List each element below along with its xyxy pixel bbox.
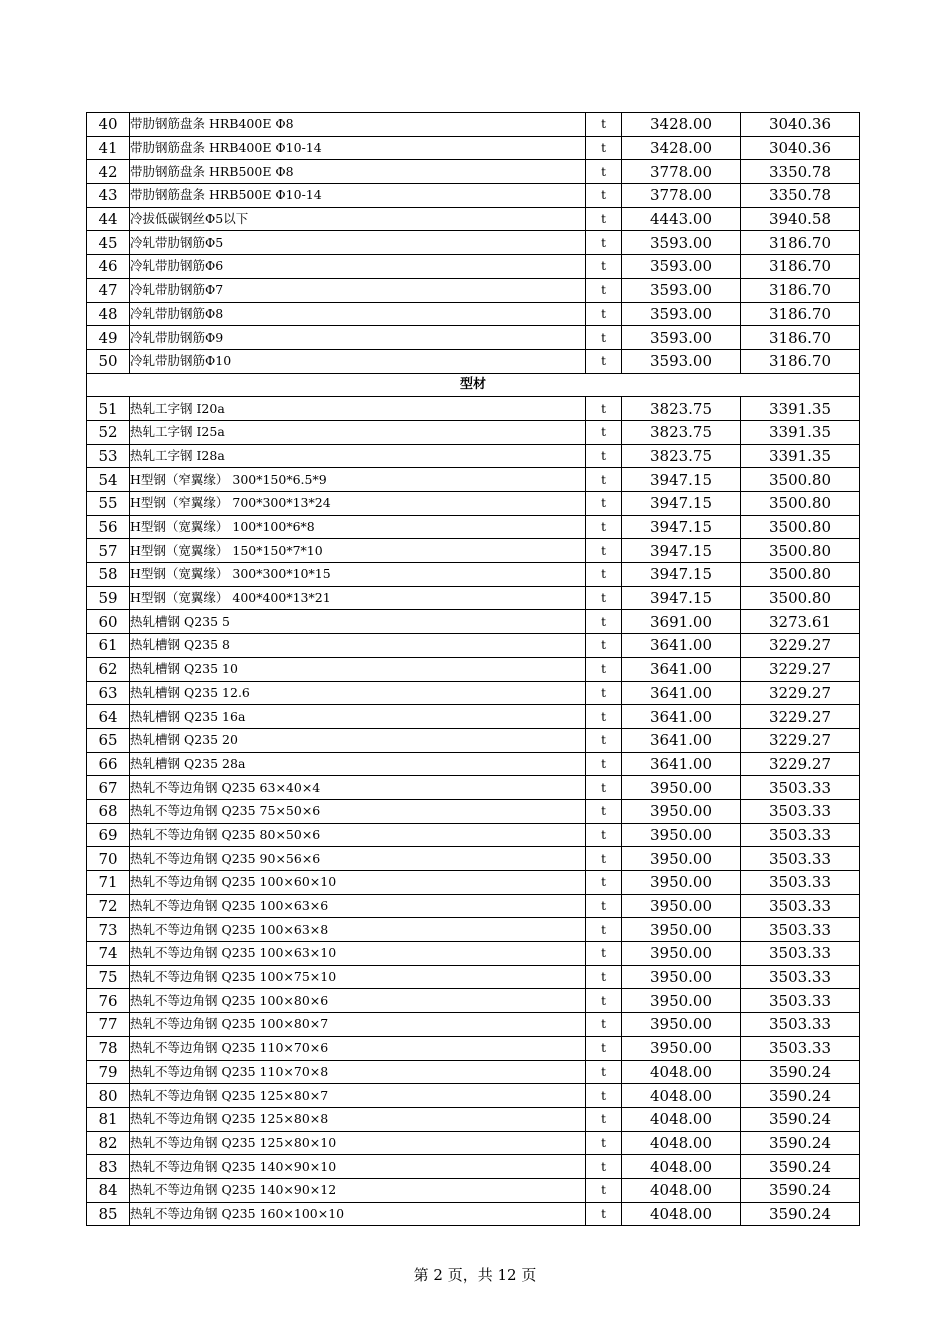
page-footer: 第 2 页，共 12 页 <box>413 1266 537 1284</box>
unit-cell: t <box>586 1084 622 1108</box>
table-row <box>87 799 860 823</box>
unit-cell: t <box>586 1013 622 1037</box>
item-number-cell: 61 <box>87 634 130 658</box>
price-cell: 3950.00 <box>622 989 741 1013</box>
unit-cell: t <box>586 847 622 871</box>
price-cell: 3593.00 <box>622 231 741 255</box>
item-name-cell: H型钢（宽翼缘） 150*150*7*10 <box>130 539 586 563</box>
price-cell: 4048.00 <box>622 1084 741 1108</box>
item-number-cell: 56 <box>87 515 130 539</box>
unit-cell: t <box>586 160 622 184</box>
item-number-cell: 42 <box>87 160 130 184</box>
unit-cell: t <box>586 302 622 326</box>
item-name-cell: 热轧不等边角钢 Q235 90×56×6 <box>130 847 586 871</box>
unit-cell: t <box>586 1202 622 1226</box>
table-row <box>87 610 860 634</box>
price-excl-tax-cell: 3391.35 <box>741 397 860 421</box>
price-cell: 3778.00 <box>622 184 741 208</box>
unit-cell: t <box>586 515 622 539</box>
item-number-cell: 80 <box>87 1084 130 1108</box>
item-name-cell: 带肋钢筋盘条 HRB400E Φ10-14 <box>130 136 586 160</box>
unit-cell: t <box>586 1060 622 1084</box>
item-name-cell: H型钢（宽翼缘） 100*100*6*8 <box>130 515 586 539</box>
price-excl-tax-cell: 3500.80 <box>741 468 860 492</box>
price-excl-tax-cell: 3186.70 <box>741 326 860 350</box>
table-row <box>87 1036 860 1060</box>
unit-cell: t <box>586 444 622 468</box>
item-name-cell: H型钢（窄翼缘） 700*300*13*24 <box>130 492 586 516</box>
unit-cell: t <box>586 207 622 231</box>
item-number-cell: 45 <box>87 231 130 255</box>
item-number-cell: 58 <box>87 563 130 587</box>
unit-cell: t <box>586 1131 622 1155</box>
unit-cell: t <box>586 799 622 823</box>
table-row <box>87 586 860 610</box>
item-name-cell: 热轧不等边角钢 Q235 110×70×6 <box>130 1036 586 1060</box>
item-number-cell: 65 <box>87 728 130 752</box>
table-row <box>87 302 860 326</box>
table-row <box>87 1202 860 1226</box>
table-row <box>87 231 860 255</box>
item-name-cell: 热轧槽钢 Q235 28a <box>130 752 586 776</box>
item-number-cell: 41 <box>87 136 130 160</box>
item-number-cell: 71 <box>87 871 130 895</box>
unit-cell: t <box>586 1107 622 1131</box>
item-name-cell: 热轧不等边角钢 Q235 100×63×10 <box>130 942 586 966</box>
unit-cell: t <box>586 823 622 847</box>
item-number-cell: 63 <box>87 681 130 705</box>
price-excl-tax-cell: 3391.35 <box>741 444 860 468</box>
item-number-cell: 77 <box>87 1013 130 1037</box>
price-excl-tax-cell: 3229.27 <box>741 728 860 752</box>
price-table <box>86 112 860 1226</box>
price-cell: 3593.00 <box>622 302 741 326</box>
price-cell: 3947.15 <box>622 563 741 587</box>
item-name-cell: 热轧不等边角钢 Q235 100×63×6 <box>130 894 586 918</box>
price-excl-tax-cell: 3500.80 <box>741 586 860 610</box>
price-cell: 4048.00 <box>622 1155 741 1179</box>
unit-cell: t <box>586 634 622 658</box>
price-cell: 3950.00 <box>622 776 741 800</box>
unit-cell: t <box>586 255 622 279</box>
item-name-cell: 热轧不等边角钢 Q235 100×75×10 <box>130 965 586 989</box>
price-excl-tax-cell: 3940.58 <box>741 207 860 231</box>
item-name-cell: 热轧不等边角钢 Q235 125×80×7 <box>130 1084 586 1108</box>
item-name-cell: 热轧工字钢 I28a <box>130 444 586 468</box>
unit-cell: t <box>586 1036 622 1060</box>
unit-cell: t <box>586 705 622 729</box>
price-cell: 3950.00 <box>622 894 741 918</box>
item-number-cell: 73 <box>87 918 130 942</box>
price-cell: 3950.00 <box>622 823 741 847</box>
table-row <box>87 492 860 516</box>
item-name-cell: 带肋钢筋盘条 HRB400E Φ8 <box>130 113 586 137</box>
price-excl-tax-cell: 3229.27 <box>741 657 860 681</box>
unit-cell: t <box>586 1178 622 1202</box>
unit-cell: t <box>586 349 622 373</box>
item-number-cell: 62 <box>87 657 130 681</box>
price-cell: 4048.00 <box>622 1178 741 1202</box>
price-cell: 4443.00 <box>622 207 741 231</box>
price-excl-tax-cell: 3229.27 <box>741 681 860 705</box>
table-row <box>87 942 860 966</box>
price-cell: 3428.00 <box>622 136 741 160</box>
item-name-cell: 冷轧带肋钢筋Φ7 <box>130 278 586 302</box>
table-row <box>87 728 860 752</box>
table-row <box>87 918 860 942</box>
table-row <box>87 207 860 231</box>
table-row <box>87 1084 860 1108</box>
item-number-cell: 67 <box>87 776 130 800</box>
unit-cell: t <box>586 563 622 587</box>
price-excl-tax-cell: 3503.33 <box>741 918 860 942</box>
item-name-cell: 热轧不等边角钢 Q235 140×90×10 <box>130 1155 586 1179</box>
price-excl-tax-cell: 3503.33 <box>741 871 860 895</box>
unit-cell: t <box>586 539 622 563</box>
price-excl-tax-cell: 3500.80 <box>741 539 860 563</box>
item-name-cell: 热轧不等边角钢 Q235 100×80×6 <box>130 989 586 1013</box>
price-cell: 3950.00 <box>622 942 741 966</box>
item-name-cell: 冷拔低碳钢丝Φ5以下 <box>130 207 586 231</box>
item-name-cell: 带肋钢筋盘条 HRB500E Φ10-14 <box>130 184 586 208</box>
unit-cell: t <box>586 610 622 634</box>
table-row <box>87 160 860 184</box>
price-excl-tax-cell: 3229.27 <box>741 705 860 729</box>
table-row <box>87 420 860 444</box>
price-excl-tax-cell: 3590.24 <box>741 1202 860 1226</box>
table-row <box>87 278 860 302</box>
item-number-cell: 81 <box>87 1107 130 1131</box>
unit-cell: t <box>586 468 622 492</box>
unit-cell: t <box>586 586 622 610</box>
unit-cell: t <box>586 894 622 918</box>
unit-cell: t <box>586 326 622 350</box>
price-cell: 3947.15 <box>622 492 741 516</box>
item-number-cell: 60 <box>87 610 130 634</box>
price-cell: 3641.00 <box>622 728 741 752</box>
item-number-cell: 78 <box>87 1036 130 1060</box>
table-row <box>87 705 860 729</box>
item-number-cell: 68 <box>87 799 130 823</box>
price-excl-tax-cell: 3500.80 <box>741 492 860 516</box>
table-row <box>87 1155 860 1179</box>
item-number-cell: 74 <box>87 942 130 966</box>
item-name-cell: 热轧不等边角钢 Q235 100×63×8 <box>130 918 586 942</box>
price-excl-tax-cell: 3590.24 <box>741 1084 860 1108</box>
price-excl-tax-cell: 3590.24 <box>741 1155 860 1179</box>
item-name-cell: 热轧槽钢 Q235 12.6 <box>130 681 586 705</box>
item-name-cell: 热轧槽钢 Q235 10 <box>130 657 586 681</box>
item-number-cell: 85 <box>87 1202 130 1226</box>
price-excl-tax-cell: 3503.33 <box>741 847 860 871</box>
price-cell: 3950.00 <box>622 799 741 823</box>
price-excl-tax-cell: 3503.33 <box>741 989 860 1013</box>
item-number-cell: 49 <box>87 326 130 350</box>
table-row <box>87 847 860 871</box>
table-row <box>87 1131 860 1155</box>
table-row <box>87 752 860 776</box>
unit-cell: t <box>586 657 622 681</box>
item-name-cell: 热轧槽钢 Q235 16a <box>130 705 586 729</box>
item-name-cell: 带肋钢筋盘条 HRB500E Φ8 <box>130 160 586 184</box>
item-name-cell: 热轧不等边角钢 Q235 75×50×6 <box>130 799 586 823</box>
price-cell: 3593.00 <box>622 349 741 373</box>
item-name-cell: 热轧槽钢 Q235 8 <box>130 634 586 658</box>
item-number-cell: 66 <box>87 752 130 776</box>
price-cell: 3947.15 <box>622 515 741 539</box>
price-excl-tax-cell: 3503.33 <box>741 894 860 918</box>
price-cell: 3947.15 <box>622 468 741 492</box>
item-number-cell: 44 <box>87 207 130 231</box>
section-row <box>87 373 860 397</box>
item-number-cell: 46 <box>87 255 130 279</box>
table-row <box>87 776 860 800</box>
item-number-cell: 59 <box>87 586 130 610</box>
price-cell: 3950.00 <box>622 1013 741 1037</box>
item-number-cell: 47 <box>87 278 130 302</box>
item-name-cell: 热轧不等边角钢 Q235 125×80×8 <box>130 1107 586 1131</box>
item-number-cell: 43 <box>87 184 130 208</box>
item-number-cell: 83 <box>87 1155 130 1179</box>
item-number-cell: 53 <box>87 444 130 468</box>
unit-cell: t <box>586 728 622 752</box>
unit-cell: t <box>586 918 622 942</box>
table-row <box>87 397 860 421</box>
price-excl-tax-cell: 3186.70 <box>741 255 860 279</box>
table-row <box>87 349 860 373</box>
item-name-cell: H型钢（窄翼缘） 300*150*6.5*9 <box>130 468 586 492</box>
table-row <box>87 113 860 137</box>
table-row <box>87 326 860 350</box>
price-excl-tax-cell: 3229.27 <box>741 634 860 658</box>
table-row <box>87 184 860 208</box>
item-name-cell: 热轧不等边角钢 Q235 100×80×7 <box>130 1013 586 1037</box>
price-cell: 4048.00 <box>622 1202 741 1226</box>
item-name-cell: 热轧不等边角钢 Q235 110×70×8 <box>130 1060 586 1084</box>
price-excl-tax-cell: 3350.78 <box>741 160 860 184</box>
price-excl-tax-cell: 3503.33 <box>741 776 860 800</box>
table-row <box>87 871 860 895</box>
price-excl-tax-cell: 3350.78 <box>741 184 860 208</box>
price-excl-tax-cell: 3590.24 <box>741 1131 860 1155</box>
price-excl-tax-cell: 3273.61 <box>741 610 860 634</box>
item-number-cell: 64 <box>87 705 130 729</box>
price-cell: 3947.15 <box>622 539 741 563</box>
item-name-cell: 热轧槽钢 Q235 20 <box>130 728 586 752</box>
item-name-cell: 冷轧带肋钢筋Φ8 <box>130 302 586 326</box>
price-excl-tax-cell: 3500.80 <box>741 515 860 539</box>
unit-cell: t <box>586 1155 622 1179</box>
item-number-cell: 40 <box>87 113 130 137</box>
item-number-cell: 75 <box>87 965 130 989</box>
item-name-cell: 热轧工字钢 I20a <box>130 397 586 421</box>
price-excl-tax-cell: 3503.33 <box>741 1036 860 1060</box>
price-cell: 3691.00 <box>622 610 741 634</box>
unit-cell: t <box>586 278 622 302</box>
price-cell: 3823.75 <box>622 444 741 468</box>
table-row <box>87 136 860 160</box>
item-number-cell: 82 <box>87 1131 130 1155</box>
price-cell: 3593.00 <box>622 255 741 279</box>
price-cell: 3823.75 <box>622 397 741 421</box>
item-name-cell: 冷轧带肋钢筋Φ10 <box>130 349 586 373</box>
table-row <box>87 539 860 563</box>
price-excl-tax-cell: 3590.24 <box>741 1178 860 1202</box>
item-name-cell: H型钢（宽翼缘） 300*300*10*15 <box>130 563 586 587</box>
unit-cell: t <box>586 942 622 966</box>
table-row <box>87 681 860 705</box>
unit-cell: t <box>586 113 622 137</box>
table-row <box>87 515 860 539</box>
item-number-cell: 50 <box>87 349 130 373</box>
unit-cell: t <box>586 397 622 421</box>
item-name-cell: 热轧不等边角钢 Q235 100×60×10 <box>130 871 586 895</box>
price-cell: 3778.00 <box>622 160 741 184</box>
price-excl-tax-cell: 3229.27 <box>741 752 860 776</box>
price-excl-tax-cell: 3503.33 <box>741 823 860 847</box>
unit-cell: t <box>586 965 622 989</box>
item-name-cell: 热轧槽钢 Q235 5 <box>130 610 586 634</box>
item-name-cell: 热轧不等边角钢 Q235 140×90×12 <box>130 1178 586 1202</box>
item-number-cell: 48 <box>87 302 130 326</box>
price-excl-tax-cell: 3590.24 <box>741 1107 860 1131</box>
item-name-cell: 冷轧带肋钢筋Φ9 <box>130 326 586 350</box>
price-excl-tax-cell: 3186.70 <box>741 302 860 326</box>
table-row <box>87 444 860 468</box>
item-number-cell: 70 <box>87 847 130 871</box>
price-excl-tax-cell: 3186.70 <box>741 349 860 373</box>
price-cell: 3593.00 <box>622 326 741 350</box>
price-table-body <box>87 113 860 1226</box>
price-cell: 3950.00 <box>622 871 741 895</box>
item-number-cell: 84 <box>87 1178 130 1202</box>
item-number-cell: 76 <box>87 989 130 1013</box>
item-name-cell: 冷轧带肋钢筋Φ5 <box>130 231 586 255</box>
unit-cell: t <box>586 136 622 160</box>
unit-cell: t <box>586 420 622 444</box>
price-cell: 3641.00 <box>622 634 741 658</box>
price-cell: 3950.00 <box>622 918 741 942</box>
item-number-cell: 69 <box>87 823 130 847</box>
table-row <box>87 823 860 847</box>
price-excl-tax-cell: 3040.36 <box>741 136 860 160</box>
price-cell: 3823.75 <box>622 420 741 444</box>
unit-cell: t <box>586 776 622 800</box>
price-cell: 3641.00 <box>622 705 741 729</box>
item-name-cell: 热轧不等边角钢 Q235 63×40×4 <box>130 776 586 800</box>
price-cell: 3950.00 <box>622 847 741 871</box>
unit-cell: t <box>586 184 622 208</box>
unit-cell: t <box>586 989 622 1013</box>
price-cell: 3428.00 <box>622 113 741 137</box>
item-name-cell: 热轧不等边角钢 Q235 160×100×10 <box>130 1202 586 1226</box>
price-excl-tax-cell: 3503.33 <box>741 965 860 989</box>
table-row <box>87 634 860 658</box>
price-cell: 3593.00 <box>622 278 741 302</box>
table-row <box>87 1060 860 1084</box>
table-row <box>87 965 860 989</box>
price-cell: 3950.00 <box>622 1036 741 1060</box>
price-excl-tax-cell: 3500.80 <box>741 563 860 587</box>
item-number-cell: 52 <box>87 420 130 444</box>
unit-cell: t <box>586 492 622 516</box>
item-number-cell: 57 <box>87 539 130 563</box>
price-cell: 3947.15 <box>622 586 741 610</box>
item-number-cell: 72 <box>87 894 130 918</box>
unit-cell: t <box>586 681 622 705</box>
item-name-cell: 热轧不等边角钢 Q235 80×50×6 <box>130 823 586 847</box>
price-cell: 3641.00 <box>622 752 741 776</box>
price-cell: 4048.00 <box>622 1107 741 1131</box>
item-number-cell: 51 <box>87 397 130 421</box>
price-excl-tax-cell: 3590.24 <box>741 1060 860 1084</box>
table-row <box>87 563 860 587</box>
price-excl-tax-cell: 3503.33 <box>741 942 860 966</box>
price-excl-tax-cell: 3503.33 <box>741 1013 860 1037</box>
table-row <box>87 894 860 918</box>
price-cell: 4048.00 <box>622 1131 741 1155</box>
price-cell: 4048.00 <box>622 1060 741 1084</box>
unit-cell: t <box>586 231 622 255</box>
item-number-cell: 55 <box>87 492 130 516</box>
price-excl-tax-cell: 3186.70 <box>741 231 860 255</box>
item-name-cell: 热轧不等边角钢 Q235 125×80×10 <box>130 1131 586 1155</box>
table-row <box>87 1178 860 1202</box>
table-row <box>87 468 860 492</box>
item-number-cell: 54 <box>87 468 130 492</box>
section-title: 型材 <box>87 373 860 397</box>
item-number-cell: 79 <box>87 1060 130 1084</box>
item-name-cell: 热轧工字钢 I25a <box>130 420 586 444</box>
price-excl-tax-cell: 3186.70 <box>741 278 860 302</box>
item-name-cell: H型钢（宽翼缘） 400*400*13*21 <box>130 586 586 610</box>
table-row <box>87 1013 860 1037</box>
unit-cell: t <box>586 752 622 776</box>
price-cell: 3641.00 <box>622 681 741 705</box>
table-row <box>87 255 860 279</box>
table-row <box>87 657 860 681</box>
price-cell: 3950.00 <box>622 965 741 989</box>
price-excl-tax-cell: 3040.36 <box>741 113 860 137</box>
price-excl-tax-cell: 3391.35 <box>741 420 860 444</box>
price-excl-tax-cell: 3503.33 <box>741 799 860 823</box>
item-name-cell: 冷轧带肋钢筋Φ6 <box>130 255 586 279</box>
unit-cell: t <box>586 871 622 895</box>
price-cell: 3641.00 <box>622 657 741 681</box>
table-row <box>87 1107 860 1131</box>
table-row <box>87 989 860 1013</box>
